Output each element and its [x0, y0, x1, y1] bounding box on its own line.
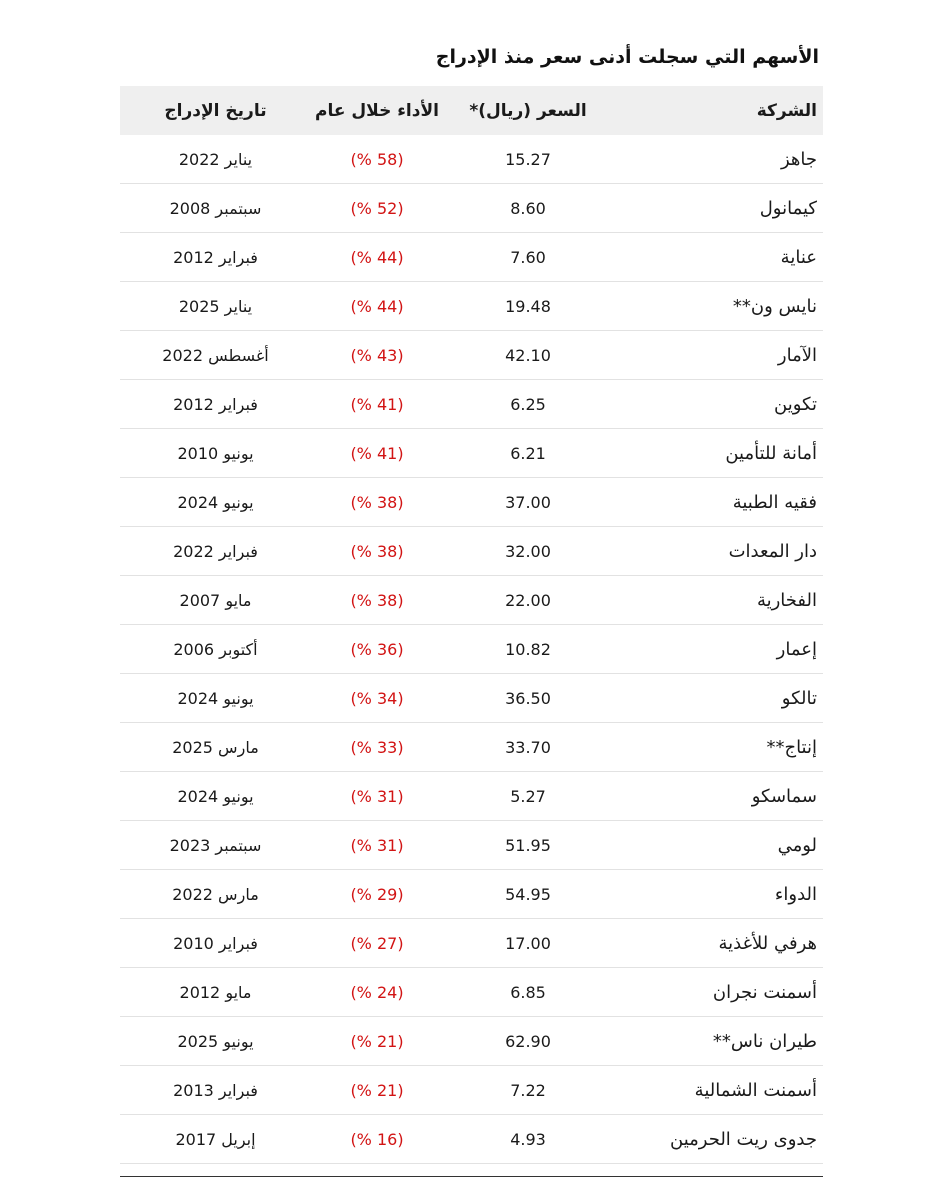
cell-listing-date: فبراير 2022 [173, 541, 258, 561]
cell-company: أمانة للتأمين [725, 442, 817, 464]
cell-company: إنتاج** [766, 736, 817, 758]
cell-listing-date: مايو 2007 [179, 590, 252, 610]
cell-performance: (44 %) [350, 296, 404, 316]
cell-listing-date: يونيو 2024 [177, 688, 254, 708]
cell-price: 37.00 [505, 492, 551, 512]
table-row [120, 527, 823, 576]
table-row [120, 821, 823, 870]
cell-company: إعمار [776, 638, 817, 660]
cell-company: جاهز [780, 148, 817, 170]
cell-listing-date: يونيو 2024 [177, 492, 254, 512]
cell-listing-date: مايو 2012 [179, 982, 252, 1002]
table-row [120, 870, 823, 919]
table-row [120, 625, 823, 674]
cell-price: 7.22 [510, 1080, 546, 1100]
table-row [120, 1066, 823, 1115]
header-price: السعر (ريال)* [469, 100, 587, 121]
cell-company: هرفي للأغذية [718, 932, 817, 954]
cell-company: عناية [780, 246, 817, 268]
cell-price: 42.10 [505, 345, 551, 365]
cell-company: دار المعدات [728, 540, 817, 562]
cell-listing-date: يونيو 2024 [177, 786, 254, 806]
cell-company: طيران ناس** [712, 1030, 817, 1052]
cell-performance: (44 %) [350, 247, 404, 267]
table-row [120, 135, 823, 184]
table-row [120, 184, 823, 233]
cell-price: 6.25 [510, 394, 546, 414]
cell-price: 54.95 [505, 884, 551, 904]
cell-performance: (43 %) [350, 345, 404, 365]
cell-performance: (52 %) [350, 198, 404, 218]
cell-price: 6.85 [510, 982, 546, 1002]
cell-company: أسمنت الشمالية [694, 1079, 817, 1101]
table-row [120, 674, 823, 723]
cell-listing-date: يناير 2025 [178, 296, 253, 316]
cell-company: تكوين [774, 393, 817, 415]
cell-listing-date: سبتمبر 2008 [169, 198, 262, 218]
cell-price: 62.90 [505, 1031, 551, 1051]
header-performance: الأداء خلال عام [315, 100, 439, 121]
table-row [120, 380, 823, 429]
cell-performance: (33 %) [350, 737, 404, 757]
cell-listing-date: إبريل 2017 [175, 1129, 256, 1149]
cell-price: 22.00 [505, 590, 551, 610]
table-row [120, 919, 823, 968]
cell-company: الفخارية [756, 589, 817, 611]
cell-price: 15.27 [505, 149, 551, 169]
stocks-table [120, 86, 823, 1177]
table-row [120, 968, 823, 1017]
cell-performance: (58 %) [350, 149, 404, 169]
cell-listing-date: سبتمبر 2023 [169, 835, 262, 855]
cell-listing-date: أغسطس 2022 [162, 345, 269, 365]
cell-price: 33.70 [505, 737, 551, 757]
cell-listing-date: فبراير 2012 [173, 247, 258, 267]
cell-company: نايس ون** [732, 295, 817, 317]
cell-price: 4.93 [510, 1129, 546, 1149]
cell-performance: (41 %) [350, 443, 404, 463]
cell-performance: (41 %) [350, 394, 404, 414]
cell-listing-date: فبراير 2010 [173, 933, 258, 953]
cell-company: الآمار [777, 344, 817, 366]
cell-company: كيمانول [759, 197, 817, 219]
cell-performance: (16 %) [350, 1129, 404, 1149]
cell-listing-date: يناير 2022 [178, 149, 253, 169]
cell-performance: (21 %) [350, 1031, 404, 1051]
cell-performance: (27 %) [350, 933, 404, 953]
table-header-row [120, 86, 823, 135]
table-title: الأسهم التي سجلت أدنى سعر منذ الإدراج [435, 46, 819, 68]
table-row [120, 723, 823, 772]
table-row [120, 233, 823, 282]
cell-performance: (21 %) [350, 1080, 404, 1100]
cell-company: لومي [777, 834, 817, 856]
cell-performance: (36 %) [350, 639, 404, 659]
cell-performance: (38 %) [350, 492, 404, 512]
header-listing-date: تاريخ الإدراج [164, 100, 267, 121]
table-row [120, 772, 823, 821]
cell-listing-date: أكتوبر 2006 [173, 639, 258, 659]
cell-company: سماسكو [751, 785, 817, 807]
cell-price: 10.82 [505, 639, 551, 659]
cell-price: 5.27 [510, 786, 546, 806]
cell-performance: (38 %) [350, 590, 404, 610]
cell-performance: (34 %) [350, 688, 404, 708]
cell-price: 19.48 [505, 296, 551, 316]
table-row [120, 1017, 823, 1066]
cell-performance: (38 %) [350, 541, 404, 561]
cell-performance: (31 %) [350, 835, 404, 855]
cell-listing-date: يونيو 2010 [177, 443, 254, 463]
cell-listing-date: مارس 2022 [172, 884, 259, 904]
cell-price: 32.00 [505, 541, 551, 561]
table-row [120, 1115, 823, 1164]
cell-price: 51.95 [505, 835, 551, 855]
cell-performance: (24 %) [350, 982, 404, 1002]
cell-price: 36.50 [505, 688, 551, 708]
table-bottom-rule [120, 1176, 823, 1177]
table-row [120, 478, 823, 527]
cell-company: أسمنت نجران [712, 981, 817, 1003]
table-row [120, 576, 823, 625]
table-row [120, 282, 823, 331]
cell-company: جدوى ريت الحرمين [670, 1128, 817, 1150]
table-row [120, 429, 823, 478]
cell-company: فقيه الطبية [732, 491, 817, 513]
cell-price: 8.60 [510, 198, 546, 218]
table-row [120, 331, 823, 380]
cell-listing-date: فبراير 2012 [173, 394, 258, 414]
cell-price: 7.60 [510, 247, 546, 267]
cell-performance: (31 %) [350, 786, 404, 806]
table-body [120, 135, 823, 1164]
cell-listing-date: مارس 2025 [172, 737, 259, 757]
cell-listing-date: فبراير 2013 [173, 1080, 258, 1100]
cell-price: 6.21 [510, 443, 546, 463]
cell-performance: (29 %) [350, 884, 404, 904]
cell-listing-date: يونيو 2025 [177, 1031, 254, 1051]
header-company: الشركة [756, 100, 817, 121]
cell-company: تالكو [781, 687, 817, 709]
cell-price: 17.00 [505, 933, 551, 953]
cell-company: الدواء [774, 883, 817, 905]
